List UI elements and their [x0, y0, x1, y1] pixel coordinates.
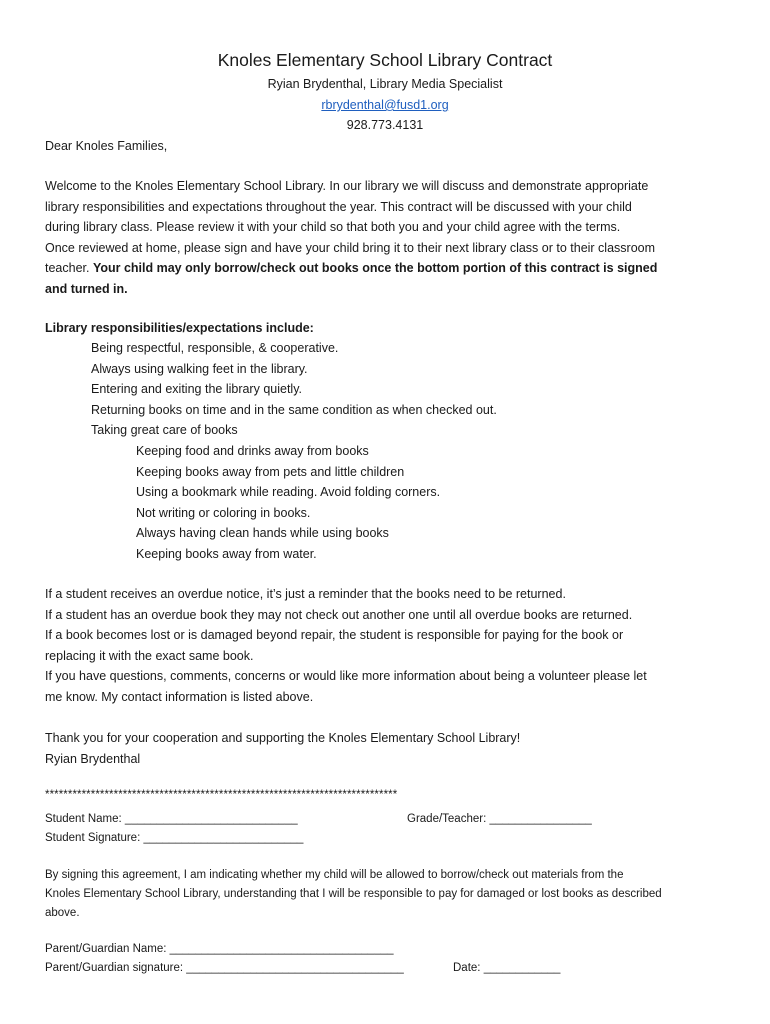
parent-name-row: [45, 941, 394, 957]
intro-bold-tail: and turned in.: [45, 281, 128, 296]
list-item: Being respectful, responsible, & cooperative.: [91, 341, 339, 355]
email-link[interactable]: rbrydenthal@fusd1.org: [321, 98, 449, 112]
document-title: Knoles Elementary School Library Contract: [217, 50, 553, 70]
agreement-line: Knoles Elementary School Library, understanding that I will be responsible to pay for damaged or lost books as described: [45, 888, 662, 900]
policy-line: me know. My contact information is listed above.: [45, 689, 314, 704]
intro-line: library responsibilities and expectations throughout the year. This contract will be discussed with your child: [45, 199, 632, 214]
list-item: Taking great care of books: [91, 423, 238, 437]
policies-paragraph: [45, 584, 735, 707]
agreement-paragraph: [45, 866, 735, 923]
list-item: Keeping books away from pets and little children: [136, 464, 405, 479]
date-label: Date:: [453, 962, 481, 974]
list-item: Always having clean hands while using books: [136, 526, 389, 540]
list-item: Keeping food and drinks away from books: [136, 444, 369, 458]
agreement-line: By signing this agreement, I am indicating whether my child will be allowed to borrow/check out materials from the: [45, 869, 624, 881]
salutation: Dear Knoles Families,: [45, 139, 168, 153]
student-signature-label: Student Signature:: [45, 832, 141, 844]
parent-signature-label: Parent/Guardian signature:: [45, 962, 184, 974]
parent-signature-field[interactable]: __________________________________: [186, 962, 404, 974]
author-line: Ryian Brydenthal, Library Media Specialist: [267, 77, 503, 91]
date-row: [453, 960, 560, 976]
list-item: Returning books on time and in the same condition as when checked out.: [91, 402, 497, 417]
closing-signature: Ryian Brydenthal: [45, 751, 141, 766]
list-item: Not writing or coloring in books.: [136, 505, 311, 520]
phone-line: 928.773.4131: [346, 118, 424, 132]
list-item: Using a bookmark while reading. Avoid folding corners.: [136, 485, 441, 499]
intro-line: during library class. Please review it with your child so that both you and your child agree with the terms.: [45, 220, 621, 234]
parent-name-field[interactable]: ___________________________________: [169, 943, 394, 955]
policy-line: replacing it with the exact same book.: [45, 648, 254, 663]
grade-teacher-field[interactable]: ________________: [489, 813, 592, 825]
responsibilities-heading: Library responsibilities/expectations include:: [45, 321, 314, 335]
date-field[interactable]: ____________: [483, 962, 561, 974]
list-item: Always using walking feet in the library.: [91, 361, 308, 376]
intro-paragraph: [45, 176, 735, 299]
divider-line: *****************************************************************************: [45, 789, 398, 801]
agreement-line: above.: [45, 907, 80, 919]
student-name-field[interactable]: ___________________________: [124, 813, 298, 825]
student-name-label: Student Name:: [45, 813, 122, 825]
intro-line: Welcome to the Knoles Elementary School Library. In our library we will discuss and demonstrate appropriate: [45, 179, 649, 193]
closing: [45, 728, 735, 769]
parent-signature-row: [45, 960, 404, 976]
responsibilities-list: [91, 338, 497, 441]
student-signature-field[interactable]: _________________________: [143, 832, 304, 844]
policy-line: If a student has an overdue book they may not check out another one until all overdue books are returned.: [45, 607, 633, 622]
policy-line: If a student receives an overdue notice, it’s just a reminder that the books need to be returned.: [45, 587, 566, 601]
student-signature-row: [45, 830, 303, 846]
thanks-line: Thank you for your cooperation and supporting the Knoles Elementary School Library!: [45, 731, 521, 745]
email-line: [0, 97, 770, 113]
parent-name-label: Parent/Guardian Name:: [45, 943, 167, 955]
student-name-row: [45, 811, 298, 827]
policy-line: If a book becomes lost or is damaged beyond repair, the student is responsible for paying for the book or: [45, 628, 624, 642]
intro-line: [45, 258, 735, 279]
grade-teacher-label: Grade/Teacher:: [407, 813, 487, 825]
list-item: Entering and exiting the library quietly.: [91, 382, 302, 396]
book-care-list: [136, 441, 440, 564]
policy-line: If you have questions, comments, concerns or would like more information about being a volunteer please let: [45, 669, 647, 683]
list-item: Keeping books away from water.: [136, 546, 317, 561]
intro-bold-notice: Your child may only borrow/check out books once the bottom portion of this contract is signed: [92, 261, 658, 275]
intro-line: Once reviewed at home, please sign and have your child bring it to their next library class or to their classroom: [45, 240, 656, 255]
intro-text: teacher.: [45, 261, 93, 275]
grade-row: [407, 811, 592, 827]
